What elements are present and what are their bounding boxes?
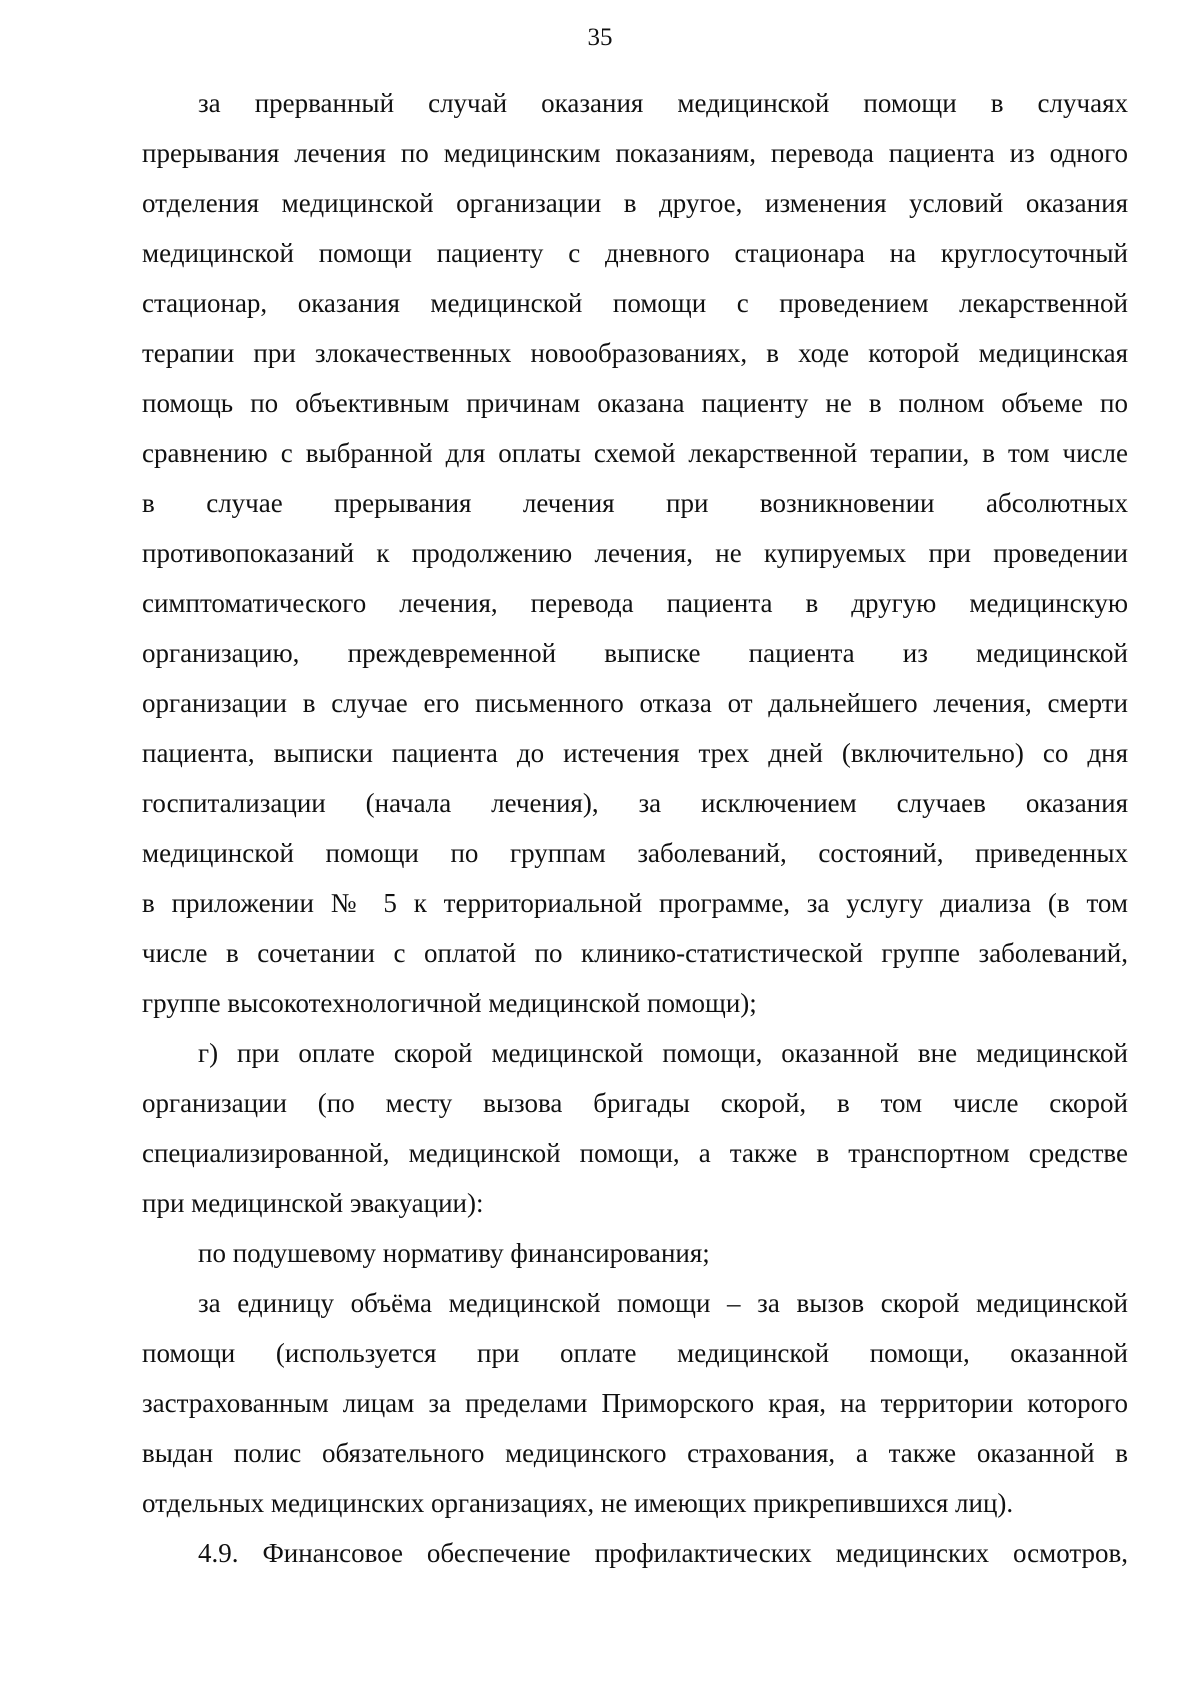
text-line: пациента, выписки пациента до истечения трех дней (включительно) со дня xyxy=(142,738,1128,768)
text-line: группе высокотехнологичной медицинской помощи); xyxy=(142,988,757,1018)
text-line: числе в сочетании с оплатой по клинико-статистической группе заболеваний, xyxy=(142,938,1128,968)
text-line: застрахованным лицам за пределами Приморского края, на территории которого xyxy=(142,1388,1128,1418)
text-line: отдельных медицинских организациях, не имеющих прикрепившихся лиц). xyxy=(142,1488,1014,1518)
text-line: по подушевому нормативу финансирования; xyxy=(198,1238,710,1268)
text-line: организации в случае его письменного отказа от дальнейшего лечения, смерти xyxy=(142,688,1128,718)
text-line: стационар, оказания медицинской помощи с проведением лекарственной xyxy=(142,288,1128,318)
text-line: г) при оплате скорой медицинской помощи, оказанной вне медицинской xyxy=(198,1038,1128,1068)
text-line: в приложении № 5 к территориальной программе, за услугу диализа (в том xyxy=(142,888,1128,918)
text-line: помощь по объективным причинам оказана пациенту не в полном объеме по xyxy=(142,388,1128,418)
text-line: противопоказаний к продолжению лечения, не купируемых при проведении xyxy=(142,538,1128,568)
text-line: медицинской помощи по группам заболеваний, состояний, приведенных xyxy=(142,838,1128,868)
text-line: помощи (используется при оплате медицинской помощи, оказанной xyxy=(142,1338,1128,1368)
text-line: при медицинской эвакуации): xyxy=(142,1188,484,1218)
text-line: медицинской помощи пациенту с дневного стационара на круглосуточный xyxy=(142,238,1128,268)
document-body xyxy=(142,78,1128,1578)
text-line: выдан полис обязательного медицинского страхования, а также оказанной в xyxy=(142,1438,1128,1468)
text-line: симптоматического лечения, перевода пациента в другую медицинскую xyxy=(142,588,1128,618)
text-line: в случае прерывания лечения при возникновении абсолютных xyxy=(142,488,1128,518)
text-line: отделения медицинской организации в другое, изменения условий оказания xyxy=(142,188,1128,218)
text-line: 4.9. Финансовое обеспечение профилактических медицинских осмотров, xyxy=(198,1538,1128,1568)
page-number: 35 xyxy=(587,24,613,51)
text-line: за единицу объёма медицинской помощи – за вызов скорой медицинской xyxy=(198,1288,1128,1318)
text-line: за прерванный случай оказания медицинской помощи в случаях xyxy=(198,88,1128,118)
text-line: организацию, преждевременной выписке пациента из медицинской xyxy=(142,638,1128,668)
text-line: организации (по месту вызова бригады скорой, в том числе скорой xyxy=(142,1088,1128,1118)
text-line: прерывания лечения по медицинским показаниям, перевода пациента из одного xyxy=(142,138,1128,168)
text-line: госпитализации (начала лечения), за исключением случаев оказания xyxy=(142,788,1128,818)
text-line: терапии при злокачественных новообразованиях, в ходе которой медицинская xyxy=(142,338,1128,368)
text-line: сравнению с выбранной для оплаты схемой лекарственной терапии, в том числе xyxy=(142,438,1128,468)
text-line: специализированной, медицинской помощи, а также в транспортном средстве xyxy=(142,1138,1128,1168)
